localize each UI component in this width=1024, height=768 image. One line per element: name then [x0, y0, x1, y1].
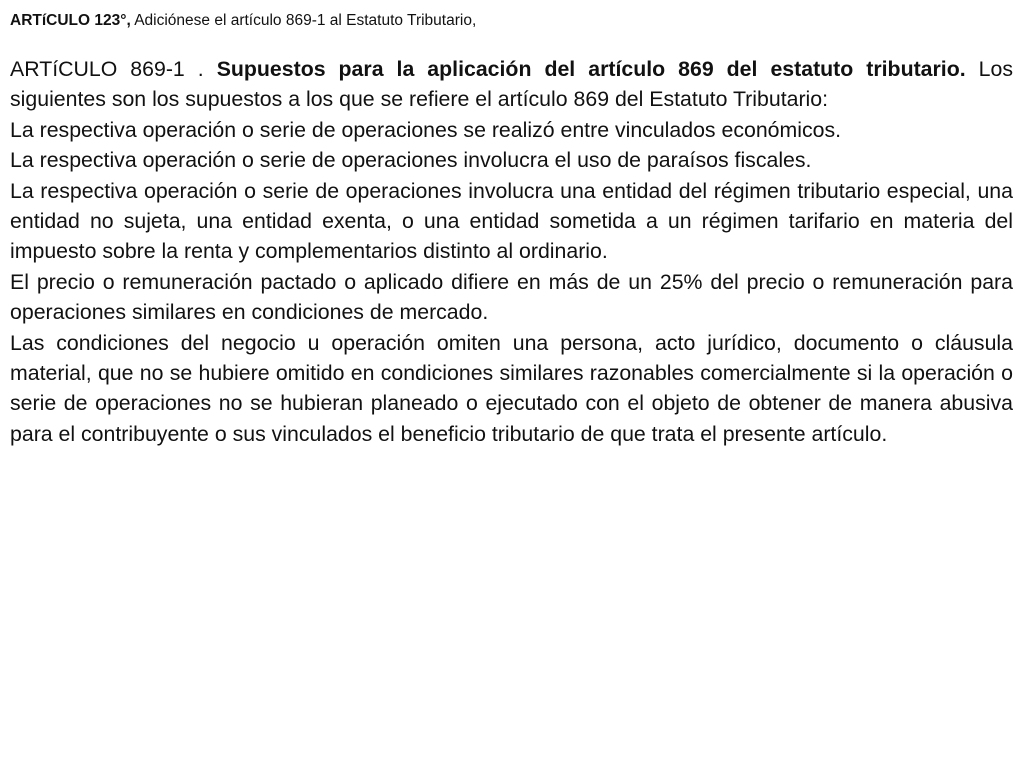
article-body: [10, 54, 1013, 449]
amendment-heading: [10, 10, 1013, 32]
slide-content: [10, 10, 1013, 449]
article-item: La respectiva operación o serie de operaciones involucra el uso de paraísos fiscales.: [10, 148, 812, 173]
article-item: El precio o remuneración pactado o aplicado difiere en más de un 25% del precio o remuneración para operaciones similares en condiciones de mercado.: [10, 269, 1013, 325]
article-number: ARTíCULO 869-1 .: [10, 57, 217, 81]
article-item: Las condiciones del negocio u operación omiten una persona, acto jurídico, documento o cláusula material, que no se hubiere omitido en condiciones similares razonables comercialmente si la operación o serie de operaciones no se hubieran planeado o ejecutado con el objeto de obtener de manera abusiva para el contribuyente o sus vinculados el beneficio tributario de que trata el presente artículo.: [10, 330, 1013, 446]
article-item: La respectiva operación o serie de operaciones se realizó entre vinculados económicos.: [10, 117, 842, 142]
article-intro: Los siguientes son los supuestos a los que se refiere el artículo 869 del Estatuto Tributario:: [10, 57, 1013, 112]
amendment-label: ARTíCULO 123°,: [10, 12, 131, 29]
amendment-text: Adiciónese el artículo 869-1 al Estatuto Tributario,: [130, 12, 477, 29]
article-title: Supuestos para la aplicación del artículo 869 del estatuto tributario.: [216, 57, 966, 81]
article-item: La respectiva operación o serie de operaciones involucra una entidad del régimen tributario especial, una entidad no sujeta, una entidad exenta, o una entidad sometida a un régimen tarifario en materia del impuesto sobre la renta y complementarios distinto al ordinario.: [10, 178, 1013, 264]
article-intro-paragraph: [10, 54, 1013, 115]
